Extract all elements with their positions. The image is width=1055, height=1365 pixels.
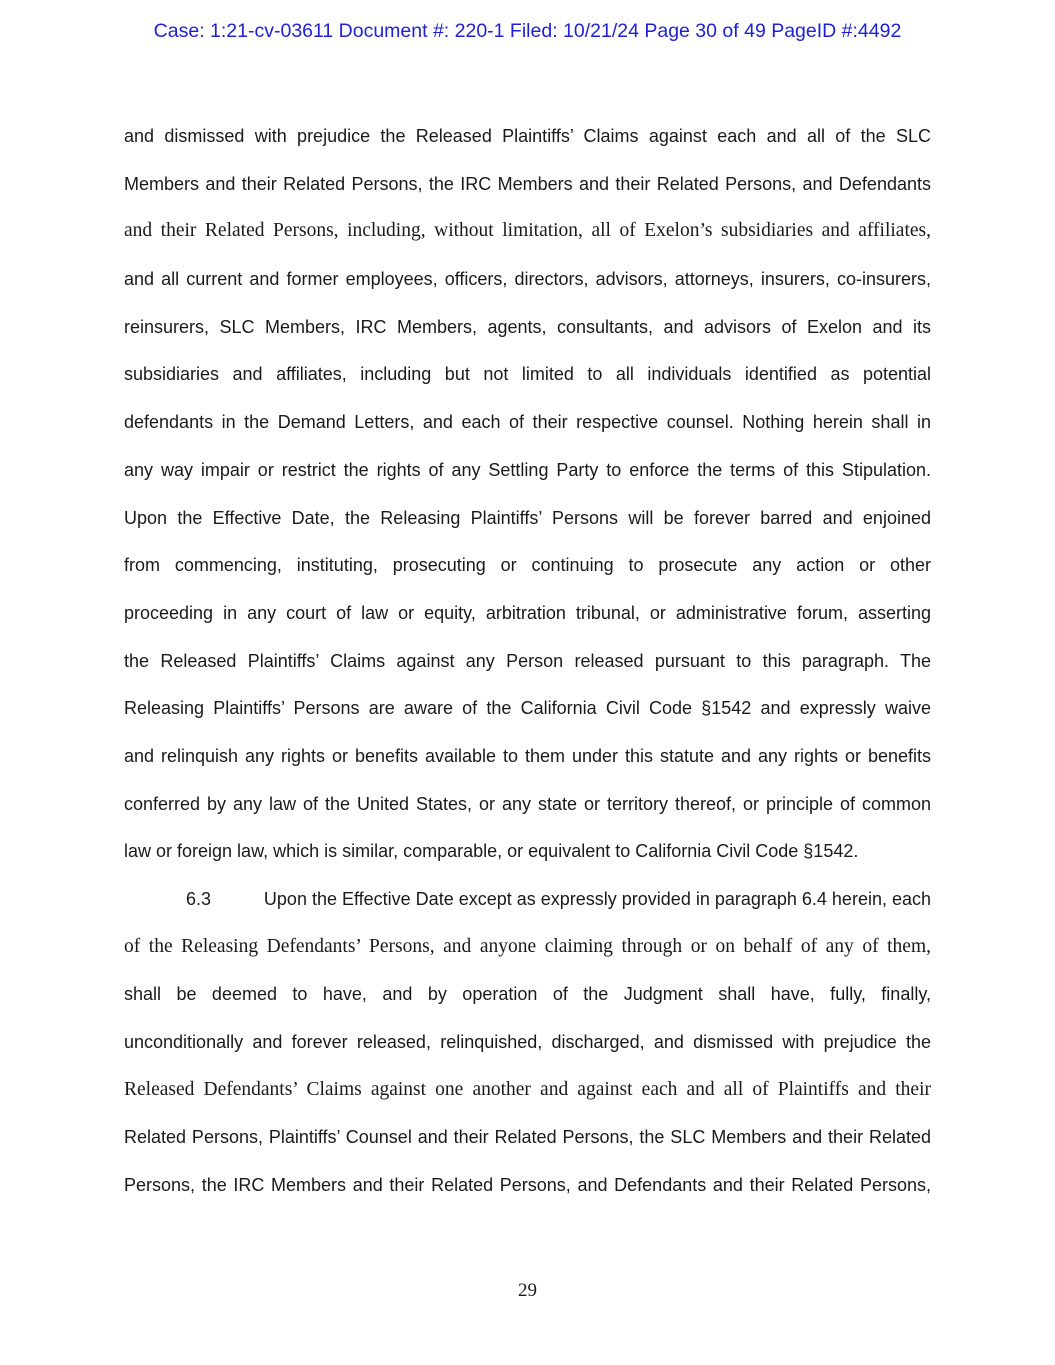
- page-number: 29: [518, 1280, 537, 1301]
- body-line: from commencing, instituting, prosecuting or continuing to prosecute any action or other: [124, 555, 931, 576]
- document-body: [124, 118, 931, 1215]
- body-line: shall be deemed to have, and by operation of the Judgment shall have, fully, finally,: [124, 984, 931, 1005]
- body-line: Releasing Plaintiffs’ Persons are aware of the California Civil Code §1542 and expressly waive: [124, 698, 931, 719]
- body-line: law or foreign law, which is similar, comparable, or equivalent to California Civil Code §1542.: [124, 841, 859, 862]
- body-line: of the Releasing Defendants’ Persons, and anyone claiming through or on behalf of any of them,: [124, 935, 931, 957]
- paragraph-first-line-text: Upon the Effective Date except as expressly provided in paragraph 6.4 herein, each: [263, 889, 931, 909]
- body-line: conferred by any law of the United States, or any state or territory thereof, or principle of common: [124, 793, 931, 814]
- body-line: and dismissed with prejudice the Released Plaintiffs’ Claims against each and all of the SLC: [124, 126, 931, 146]
- body-line: Members and their Related Persons, the IRC Members and their Related Persons, and Defendants: [124, 173, 931, 194]
- body-line: Released Defendants’ Claims against one another and against each and all of Plaintiffs and their: [124, 1078, 931, 1100]
- case-header-stamp: Case: 1:21-cv-03611 Document #: 220-1 Filed: 10/21/24 Page 30 of 49 PageID #:4492: [153, 20, 902, 42]
- paragraph-6-3-first-line: [124, 881, 931, 929]
- body-line: unconditionally and forever released, relinquished, discharged, and dismissed with prejudice the: [124, 1032, 931, 1053]
- body-line: and their Related Persons, including, without limitation, all of Exelon’s subsidiaries and affiliates,: [124, 220, 931, 242]
- body-line: Persons, the IRC Members and their Related Persons, and Defendants and their Related Persons,: [124, 1175, 931, 1196]
- body-line: the Released Plaintiffs’ Claims against any Person released pursuant to this paragraph. The: [124, 650, 931, 671]
- body-line: reinsurers, SLC Members, IRC Members, agents, consultants, and advisors of Exelon and its: [124, 316, 931, 337]
- body-line: proceeding in any court of law or equity, arbitration tribunal, or administrative forum, asserting: [124, 602, 931, 623]
- body-line: Upon the Effective Date, the Releasing Plaintiffs’ Persons will be forever barred and enjoined: [124, 507, 931, 528]
- body-line: defendants in the Demand Letters, and each of their respective counsel. Nothing herein shall in: [124, 412, 931, 433]
- body-line: and all current and former employees, officers, directors, advisors, attorneys, insurers, co-insurers,: [124, 269, 931, 290]
- body-line: any way impair or restrict the rights of any Settling Party to enforce the terms of this Stipulation.: [124, 459, 931, 480]
- body-line: subsidiaries and affiliates, including but not limited to all individuals identified as potential: [124, 364, 931, 385]
- paragraph-number: 6.3: [186, 889, 212, 909]
- body-line: and relinquish any rights or benefits available to them under this statute and any rights or benefits: [124, 745, 931, 766]
- body-line: Related Persons, Plaintiffs’ Counsel and their Related Persons, the SLC Members and their Related: [124, 1127, 931, 1148]
